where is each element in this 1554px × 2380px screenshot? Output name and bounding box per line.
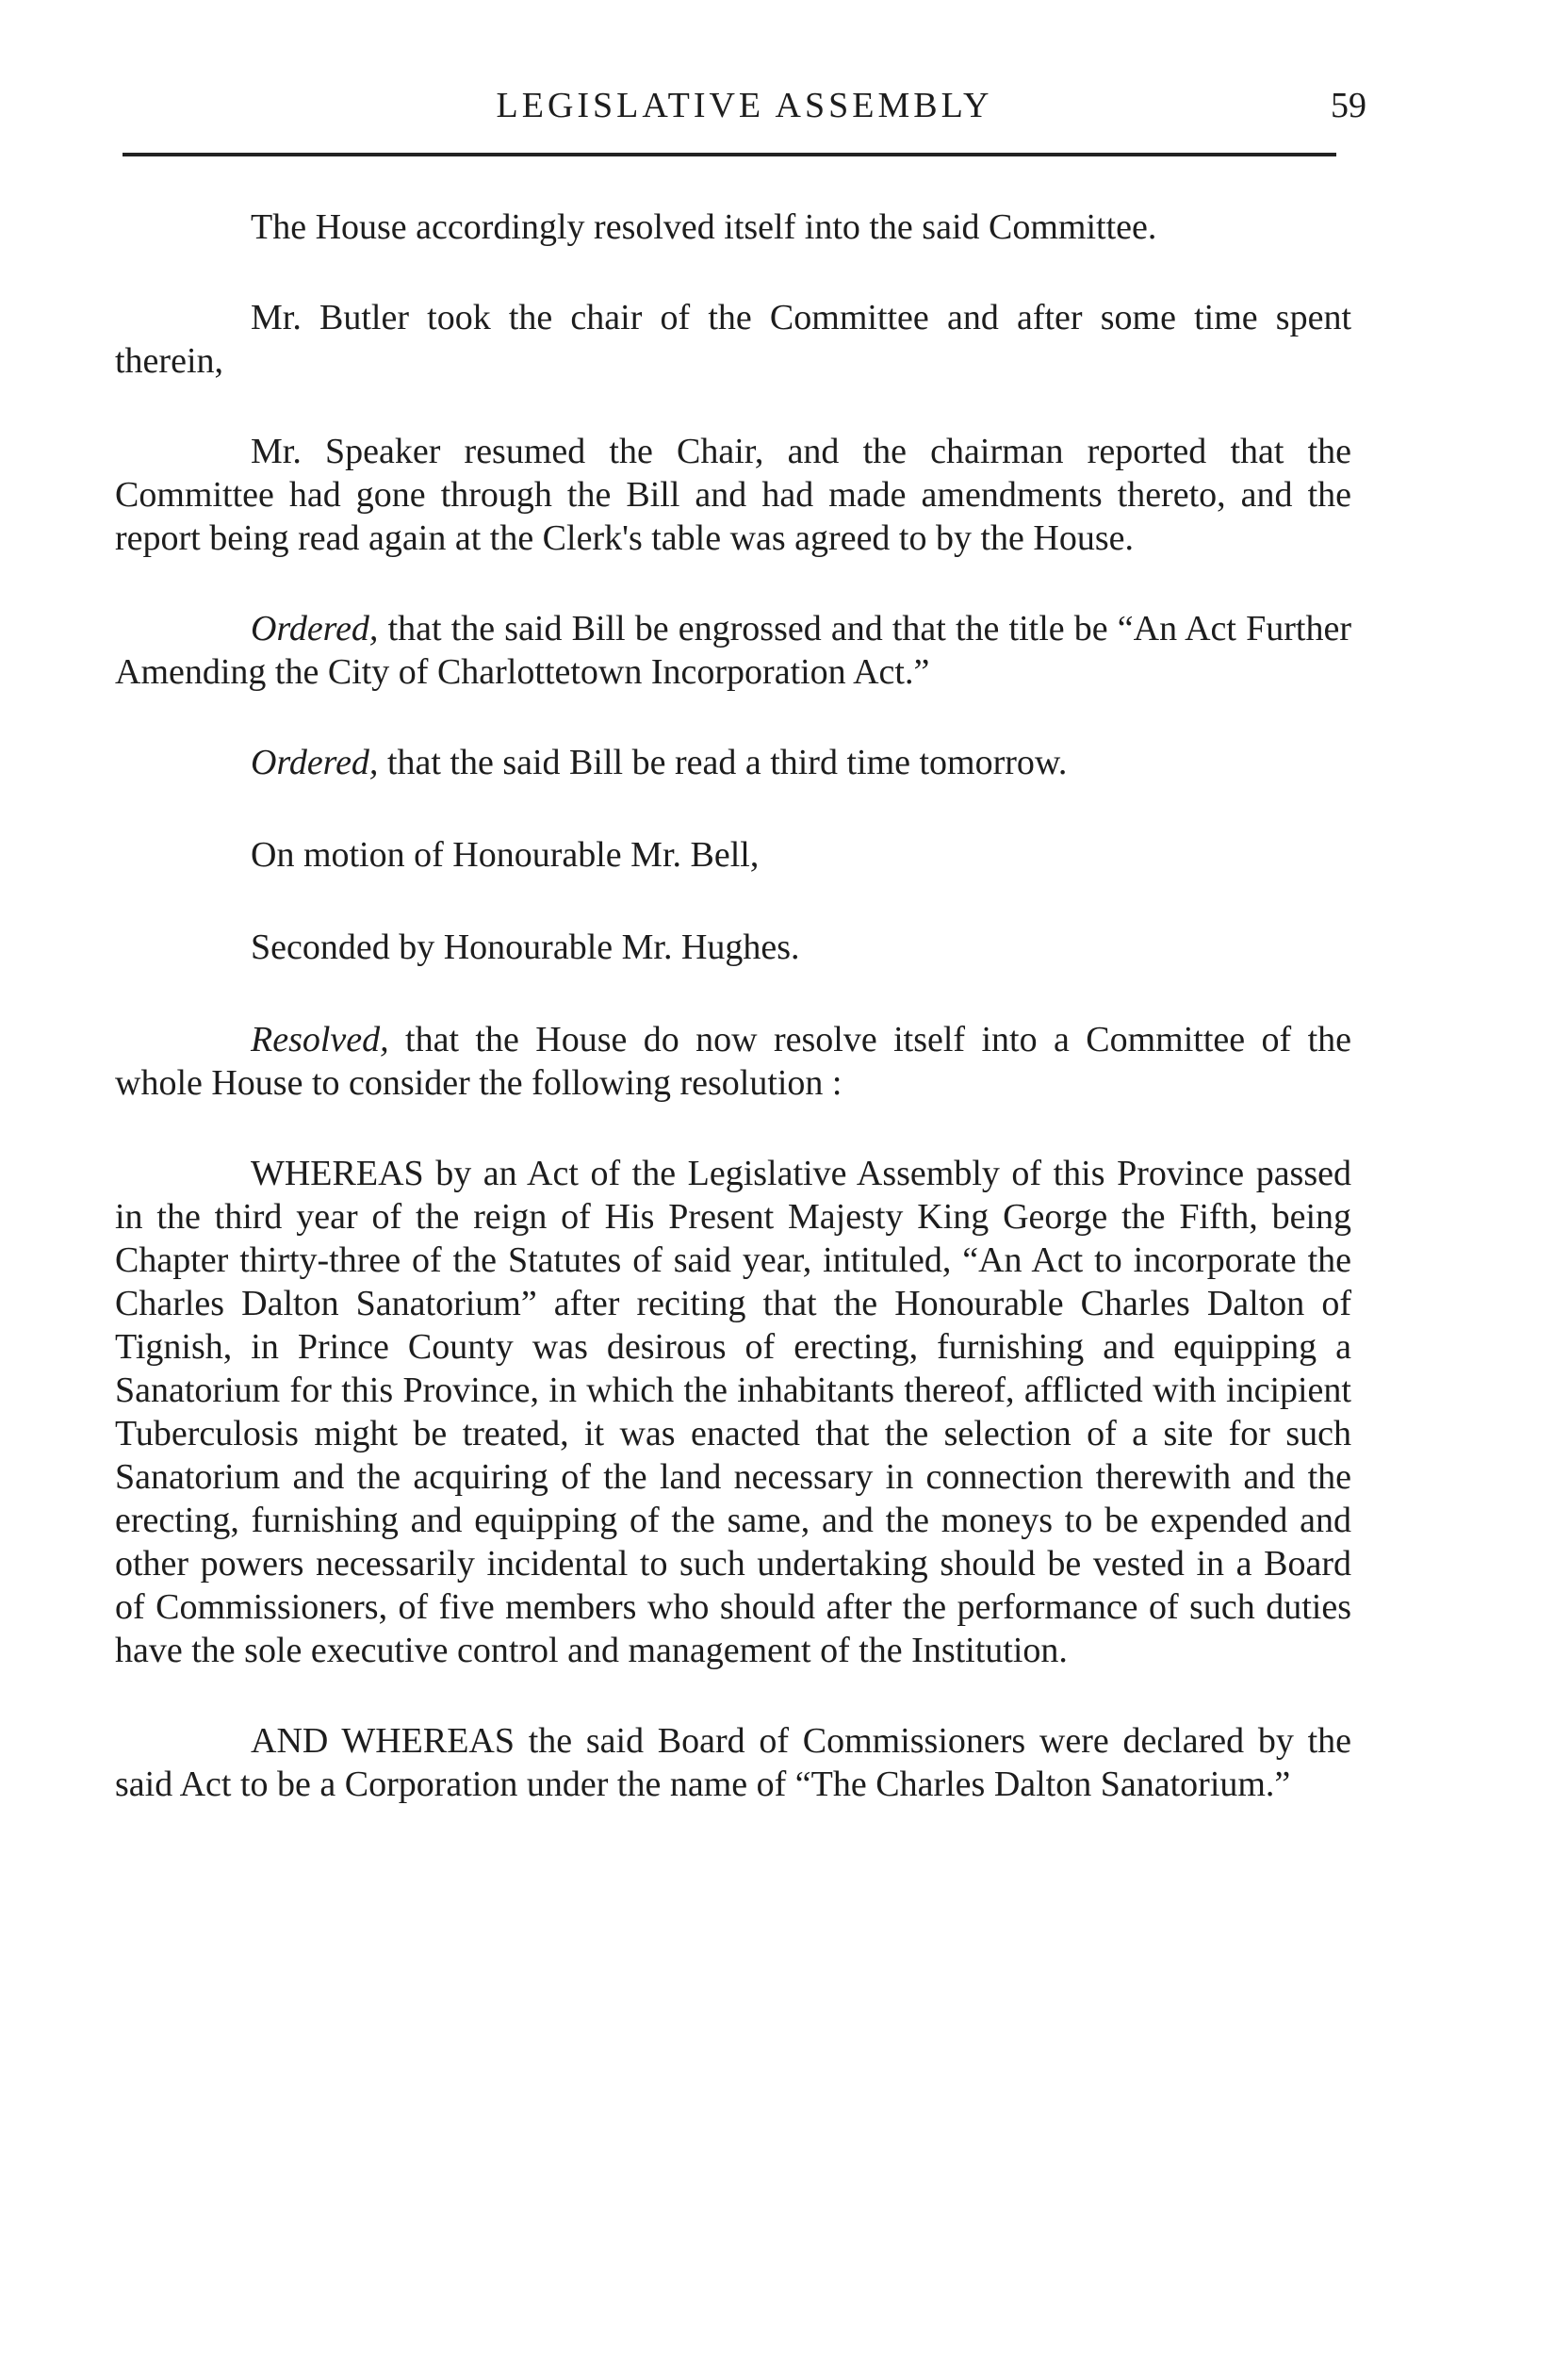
paragraph-seconded: Seconded by Honourable Mr. Hughes. [251,927,800,967]
ordered-third-reading-text: that the said Bill be read a third time tomorrow. [378,743,1068,782]
running-head [123,77,1366,134]
ordered-lead: Ordered, [251,609,379,648]
ordered-lead: Ordered, [251,743,379,782]
paragraph-butler-chair: Mr. Butler took the chair of the Committee and after some time spent therein, [115,298,1351,381]
ordered-engrossed-text: that the said Bill be engrossed and that the title be “An Act Further Amending the City of Charlottetown Incorporation Act.” [115,609,1351,692]
resolved-lead: Resolved, [251,1020,389,1059]
paragraph-ordered-engrossed [115,607,1351,694]
page-number: 59 [1331,86,1366,125]
paragraph-motion: On motion of Honourable Mr. Bell, [251,835,760,875]
paragraph-speaker-resumed: Mr. Speaker resumed the Chair, and the chairman reported that the Committee had gone through the Bill and had made amendments thereto, and the report being read again at the Clerk's table was agreed to by the House. [115,432,1351,558]
document-body [115,205,1351,1806]
resolved-text: that the House do now resolve itself into a Committee of the whole House to consider the following resolution : [115,1020,1351,1103]
paragraph-whereas-act: WHEREAS by an Act of the Legislative Assembly of this Province passed in the third year of the reign of His Present Majesty King George the Fifth, being Chapter thirty-three of the Statutes of said year, intituled, “An Act to incorporate the Charles Dalton Sanatorium” after reciting that the Honourable Charles Dalton of Tignish, in Prince County was desirous of erecting, furnishing and equipping a Sanatorium for this Province, in which the inhabitants thereof, afflicted with incipient Tuberculosis might be treated, it was enacted that the selection of a site for such Sanatorium and the acquiring of the land necessary in connection therewith and the erecting, furnishing and equipping of the same, and the moneys to be expended and other powers necessarily incidental to such undertaking should be vested in a Board of Commissioners, of five members who should after the performance of such duties have the sole executive control and management of the Institution. [115,1154,1351,1670]
paragraph-ordered-third-reading [115,741,1351,784]
running-title: LEGISLATIVE ASSEMBLY [496,86,993,125]
paragraph-resolved [115,1018,1351,1105]
paragraph-and-whereas: AND WHEREAS the said Board of Commissioners were declared by the said Act to be a Corporation under the name of “The Charles Dalton Sanatorium.” [115,1721,1351,1804]
paragraph-committee-resolved: The House accordingly resolved itself into the said Committee. [251,207,1157,247]
header-rule [123,153,1336,156]
